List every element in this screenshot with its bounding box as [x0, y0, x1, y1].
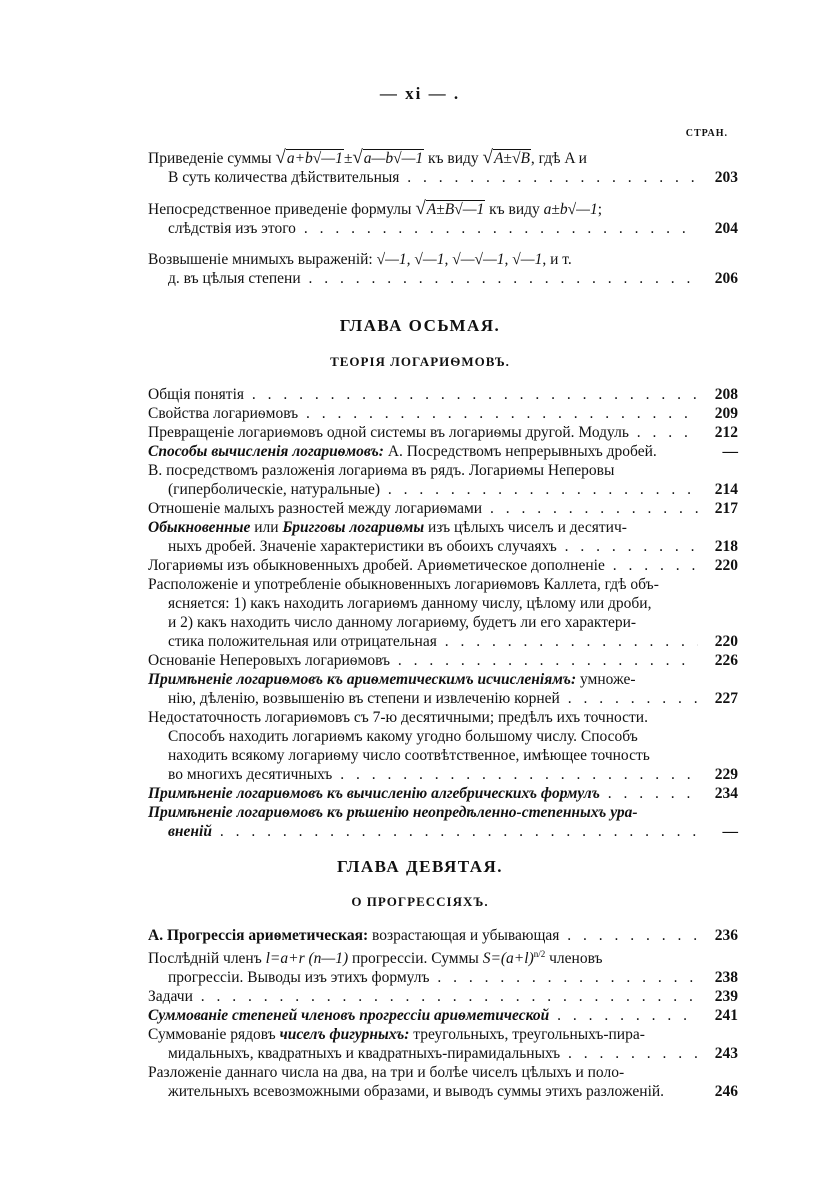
- toc-entry[interactable]: Задачи . . . 239: [148, 987, 738, 1006]
- page-ref: —: [722, 823, 738, 840]
- toc-entry[interactable]: Примѣненіе логариѳмовъ къ ариѳметическимъ исчисленіямъ: умноже- нію, дѣленію, возвышенію въ степени и извлеченію корней . . . 227: [148, 670, 738, 708]
- page-ref: 212: [714, 424, 738, 441]
- toc-entry[interactable]: Расположеніе и употребленіе обыкновенныхъ логариѳмовъ Каллета, гдѣ объ- ясняется: 1) какъ находить логариѳмъ данному числу, цѣлому или дроби, и 2) какъ находить число данному логариѳму, будетъ ли его характери- стика положительная или отрицательная . . . 220: [148, 575, 738, 651]
- page-column-label: СТРАН.: [685, 128, 728, 139]
- toc-entry[interactable]: Превращеніе логариѳмовъ одной системы въ логариѳмы другой. Модуль . . . 212: [148, 423, 738, 442]
- toc-section-progressions: [148, 926, 738, 1101]
- toc-entry[interactable]: Приведеніе суммы √a+b√—1±√a—b√—1 къ виду √A±√B, гдѣ A и B суть количества дѣйствительныя . . . 203: [148, 148, 738, 187]
- page-ref: 243: [714, 1045, 738, 1063]
- page-ref: 209: [714, 405, 738, 422]
- chapter-title: ГЛАВА ДЕВЯТАЯ.: [336, 857, 504, 876]
- toc-entry[interactable]: Общія понятія . . . 208: [148, 385, 738, 404]
- page-ref: 203: [714, 169, 738, 186]
- toc-section-logarithms: [148, 385, 738, 841]
- chapter-title: ГЛАВА ОСЬМАЯ.: [339, 316, 501, 335]
- page-ref: 208: [714, 386, 738, 403]
- page-ref: 217: [714, 500, 738, 517]
- page-ref: 206: [714, 270, 738, 287]
- toc-entry[interactable]: Суммованіе рядовъ чиселъ фигурныхъ: треугольныхъ, треугольныхъ-пира- мидальныхъ, квадратныхъ и квадратныхъ-пирамидальныхъ . . . 243: [148, 1025, 738, 1063]
- page-ref: 234: [714, 785, 738, 802]
- toc-section-imaginary: [148, 148, 738, 288]
- toc-entry[interactable]: Возвышеніе мнимыхъ выраженій: √—1, √—1, √—√—1, √—1, и т. д. въ цѣлыя степени . . . 206: [148, 250, 738, 288]
- toc-entry[interactable]: Разложеніе даннаго числа на два, на три и болѣе чиселъ цѣлыхъ и поло- жительныхъ всевозможными образами, и выводъ суммы этихъ разложеній. 246: [148, 1064, 738, 1101]
- formula: √a+b√—1±√a—b√—1: [275, 147, 424, 168]
- toc-entry[interactable]: B. посредствомъ разложенія логариѳма въ рядъ. Логариѳмы Неперовы (гиперболическіе, натуральные) . . . 214: [148, 461, 738, 499]
- toc-entry[interactable]: Суммованіе степеней членовъ прогрессіи ариѳметической . . . 241: [148, 1006, 738, 1025]
- toc-entry[interactable]: Способы вычисленія логариѳмовъ: A. Посредствомъ непрерывныхъ дробей. —: [148, 443, 738, 460]
- toc-entry[interactable]: Свойства логариѳмовъ . . . 209: [148, 404, 738, 423]
- chapter-subtitle: ТЕОРІЯ ЛОГАРИѲМОВЪ.: [330, 354, 510, 369]
- chapter-subtitle: О ПРОГРЕССІЯХЪ.: [351, 894, 489, 909]
- toc-entry[interactable]: Примѣненіе логариѳмовъ къ вычисленію алгебрическихъ формулъ . . . 234: [148, 784, 738, 803]
- toc-entry[interactable]: Логариѳмы изъ обыкновенныхъ дробей. Ариѳметическое дополненіе . . . 220: [148, 556, 738, 575]
- page-ref: 218: [714, 538, 738, 555]
- page-ref: 220: [714, 557, 738, 574]
- page-ref: 239: [714, 988, 738, 1006]
- toc-entry[interactable]: Послѣдній членъ l=a+r (n—1) прогрессіи. Суммы $S=(a+l)^{n/2}$ членовъ прогрессіи. Выводы изъ этихъ формулъ . . . 238: [148, 945, 738, 987]
- page-ref: 241: [714, 1007, 738, 1025]
- toc-entry[interactable]: Примѣненіе логариѳмовъ къ рѣшенію неопредѣленно-степенныхъ ура- вненій . . . —: [148, 803, 738, 841]
- page-ref: 236: [714, 927, 738, 944]
- formula: √A±B√—1: [415, 198, 485, 219]
- toc-entry[interactable]: Недостаточность логариѳмовъ съ 7-ю десятичными; предѣлъ ихъ точности. Способъ находить логариѳмъ какому угодно большому числу. Способъ находить всякому логариѳму число соотвѣтственное, имѣющее точность во многихъ десятичныхъ . . . 229: [148, 708, 738, 784]
- page-ref: —: [722, 443, 738, 460]
- page-ref: 246: [714, 1083, 738, 1101]
- page-ref: 204: [714, 220, 738, 237]
- page-number: — xi — .: [379, 84, 461, 103]
- page-ref: 220: [714, 633, 738, 650]
- toc-entry[interactable]: Отношеніе малыхъ разностей между логариѳмами . . . 217: [148, 499, 738, 518]
- page-ref: 227: [714, 690, 738, 707]
- toc-entry[interactable]: Основаніе Неперовыхъ логариѳмовъ . . . 226: [148, 651, 738, 670]
- toc-entry[interactable]: Непосредственное приведеніе формулы √A±B√—1 къ виду a±b√—1; слѣдствія изъ этого . . . 204: [148, 199, 738, 238]
- formula-exponent: n/2: [533, 949, 546, 959]
- page-ref: 214: [714, 481, 738, 498]
- formula: S=(a+l): [482, 950, 534, 968]
- formula: a±b√—1: [543, 201, 598, 218]
- toc-entry[interactable]: Обыкновенные или Бригговы логариѳмы изъ цѣлыхъ чиселъ и десятич- ныхъ дробей. Значеніе характеристики въ обоихъ случаяхъ . . . 218: [148, 518, 738, 556]
- page-ref: 229: [714, 766, 738, 783]
- formula: l=a+r (n—1): [265, 950, 349, 968]
- page-ref: 226: [714, 652, 738, 669]
- formula: √A±√B: [482, 147, 530, 168]
- page-ref: 238: [714, 969, 738, 987]
- formula: √—1, √—1, √—√—1, √—1: [376, 251, 543, 268]
- toc-entry[interactable]: A. Прогрессія ариѳметическая: возрастающая и убывающая . . . 236: [148, 926, 738, 945]
